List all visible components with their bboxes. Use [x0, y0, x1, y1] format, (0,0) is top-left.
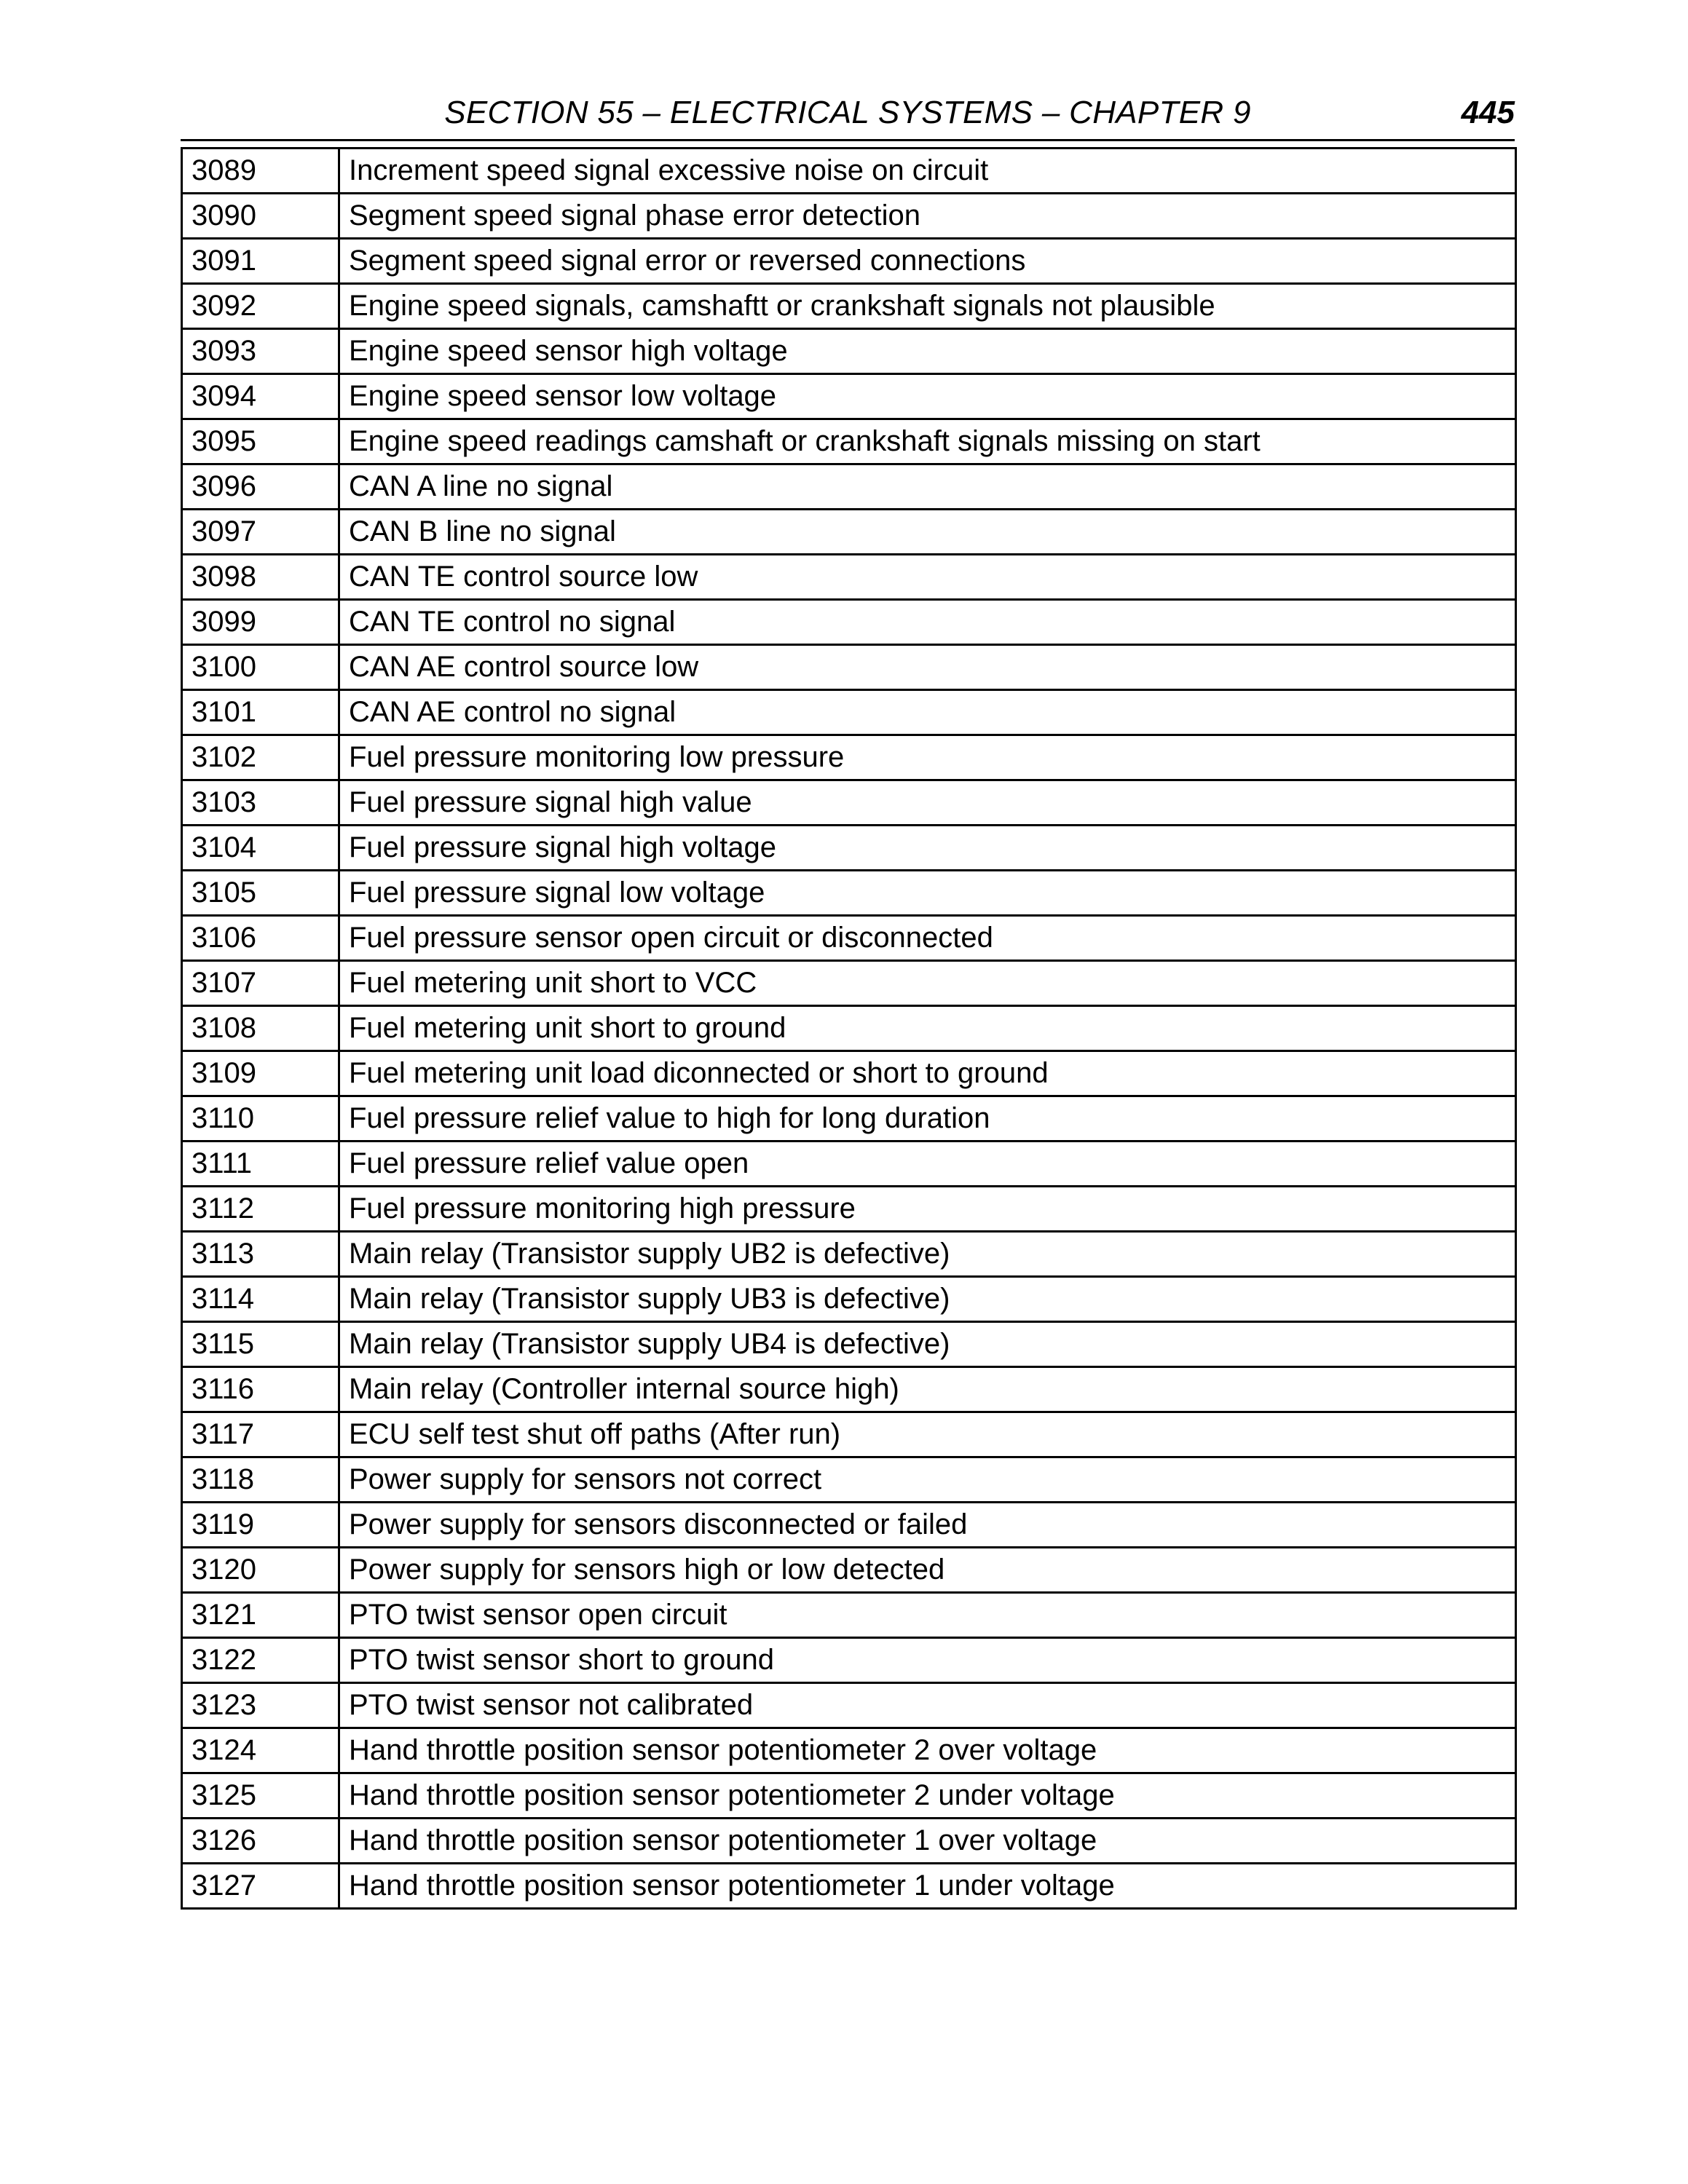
error-description-cell: PTO twist sensor not calibrated: [339, 1683, 1516, 1728]
table-row: [182, 1773, 1516, 1819]
error-description-cell: Hand throttle position sensor potentiometer 1 over voltage: [339, 1819, 1516, 1864]
error-description-cell: CAN TE control source low: [339, 555, 1516, 600]
error-code-cell: 3110: [182, 1096, 339, 1142]
error-code-cell: 3098: [182, 555, 339, 600]
error-code-cell: 3115: [182, 1322, 339, 1367]
table-row: [182, 1367, 1516, 1412]
table-row: [182, 1548, 1516, 1593]
error-code-cell: 3105: [182, 871, 339, 916]
error-description-cell: Fuel pressure relief value to high for long duration: [339, 1096, 1516, 1142]
error-code-cell: 3107: [182, 961, 339, 1006]
error-code-cell: 3126: [182, 1819, 339, 1864]
table-row: [182, 194, 1516, 239]
table-row: [182, 1232, 1516, 1277]
error-description-cell: Hand throttle position sensor potentiometer 2 under voltage: [339, 1773, 1516, 1819]
table-row: [182, 780, 1516, 826]
table-row: [182, 419, 1516, 464]
table-row: [182, 1142, 1516, 1187]
table-row: [182, 1277, 1516, 1322]
table-row: [182, 374, 1516, 419]
error-code-cell: 3094: [182, 374, 339, 419]
error-code-cell: 3108: [182, 1006, 339, 1051]
error-description-cell: Segment speed signal phase error detection: [339, 194, 1516, 239]
table-row: [182, 464, 1516, 510]
error-code-table-body: [182, 149, 1516, 1909]
error-code-cell: 3124: [182, 1728, 339, 1773]
table-row: [182, 826, 1516, 871]
table-row: [182, 1864, 1516, 1909]
error-code-cell: 3116: [182, 1367, 339, 1412]
error-description-cell: Hand throttle position sensor potentiometer 1 under voltage: [339, 1864, 1516, 1909]
error-description-cell: Fuel pressure monitoring high pressure: [339, 1187, 1516, 1232]
error-code-cell: 3125: [182, 1773, 339, 1819]
error-description-cell: Power supply for sensors not correct: [339, 1457, 1516, 1503]
table-row: [182, 1006, 1516, 1051]
error-code-cell: 3095: [182, 419, 339, 464]
error-description-cell: Hand throttle position sensor potentiometer 2 over voltage: [339, 1728, 1516, 1773]
error-code-cell: 3099: [182, 600, 339, 645]
error-code-cell: 3091: [182, 239, 339, 284]
error-code-cell: 3102: [182, 735, 339, 780]
error-code-cell: 3118: [182, 1457, 339, 1503]
table-row: [182, 1412, 1516, 1457]
table-row: [182, 1819, 1516, 1864]
table-row: [182, 510, 1516, 555]
error-description-cell: Main relay (Transistor supply UB2 is defective): [339, 1232, 1516, 1277]
table-row: [182, 555, 1516, 600]
error-code-cell: 3090: [182, 194, 339, 239]
error-code-cell: 3120: [182, 1548, 339, 1593]
table-row: [182, 1683, 1516, 1728]
error-description-cell: Fuel metering unit short to ground: [339, 1006, 1516, 1051]
error-code-cell: 3127: [182, 1864, 339, 1909]
error-description-cell: Power supply for sensors disconnected or failed: [339, 1503, 1516, 1548]
error-code-cell: 3123: [182, 1683, 339, 1728]
table-row: [182, 1187, 1516, 1232]
error-description-cell: CAN A line no signal: [339, 464, 1516, 510]
error-description-cell: ECU self test shut off paths (After run): [339, 1412, 1516, 1457]
table-row: [182, 600, 1516, 645]
error-code-cell: 3103: [182, 780, 339, 826]
table-row: [182, 961, 1516, 1006]
error-code-cell: 3097: [182, 510, 339, 555]
error-description-cell: Engine speed sensor high voltage: [339, 329, 1516, 374]
error-description-cell: Main relay (Transistor supply UB3 is defective): [339, 1277, 1516, 1322]
error-code-cell: 3122: [182, 1638, 339, 1683]
table-row: [182, 1051, 1516, 1096]
error-description-cell: CAN TE control no signal: [339, 600, 1516, 645]
error-description-cell: Power supply for sensors high or low detected: [339, 1548, 1516, 1593]
table-row: [182, 645, 1516, 690]
section-title: SECTION 55 – ELECTRICAL SYSTEMS – CHAPTER 9: [444, 95, 1251, 130]
error-code-cell: 3093: [182, 329, 339, 374]
table-row: [182, 1096, 1516, 1142]
error-description-cell: Increment speed signal excessive noise on circuit: [339, 149, 1516, 194]
error-description-cell: CAN AE control no signal: [339, 690, 1516, 735]
table-row: [182, 329, 1516, 374]
error-code-cell: 3111: [182, 1142, 339, 1187]
error-code-cell: 3121: [182, 1593, 339, 1638]
error-code-cell: 3092: [182, 284, 339, 329]
error-description-cell: Main relay (Controller internal source high): [339, 1367, 1516, 1412]
error-code-cell: 3114: [182, 1277, 339, 1322]
error-code-cell: 3106: [182, 916, 339, 961]
error-code-cell: 3113: [182, 1232, 339, 1277]
table-row: [182, 871, 1516, 916]
page-header: [181, 86, 1515, 141]
table-row: [182, 1503, 1516, 1548]
error-description-cell: Fuel metering unit short to VCC: [339, 961, 1516, 1006]
error-code-cell: 3119: [182, 1503, 339, 1548]
error-code-cell: 3112: [182, 1187, 339, 1232]
page-number: 445: [1461, 95, 1515, 130]
error-code-cell: 3096: [182, 464, 339, 510]
table-row: [182, 690, 1516, 735]
table-row: [182, 735, 1516, 780]
error-code-cell: 3100: [182, 645, 339, 690]
table-row: [182, 1457, 1516, 1503]
error-description-cell: Fuel pressure monitoring low pressure: [339, 735, 1516, 780]
error-description-cell: Segment speed signal error or reversed connections: [339, 239, 1516, 284]
error-description-cell: Fuel pressure signal low voltage: [339, 871, 1516, 916]
error-description-cell: Fuel pressure signal high value: [339, 780, 1516, 826]
error-code-cell: 3101: [182, 690, 339, 735]
table-row: [182, 916, 1516, 961]
error-description-cell: Fuel metering unit load diconnected or short to ground: [339, 1051, 1516, 1096]
table-row: [182, 284, 1516, 329]
table-row: [182, 1593, 1516, 1638]
error-code-cell: 3089: [182, 149, 339, 194]
table-row: [182, 1322, 1516, 1367]
error-description-cell: Engine speed signals, camshaftt or crankshaft signals not plausible: [339, 284, 1516, 329]
error-description-cell: Fuel pressure relief value open: [339, 1142, 1516, 1187]
error-code-cell: 3117: [182, 1412, 339, 1457]
error-description-cell: PTO twist sensor open circuit: [339, 1593, 1516, 1638]
error-description-cell: Fuel pressure sensor open circuit or disconnected: [339, 916, 1516, 961]
error-code-cell: 3104: [182, 826, 339, 871]
error-description-cell: Main relay (Transistor supply UB4 is defective): [339, 1322, 1516, 1367]
error-description-cell: Fuel pressure signal high voltage: [339, 826, 1516, 871]
error-description-cell: CAN B line no signal: [339, 510, 1516, 555]
error-code-table: [181, 147, 1517, 1910]
table-row: [182, 1638, 1516, 1683]
error-description-cell: Engine speed sensor low voltage: [339, 374, 1516, 419]
error-description-cell: PTO twist sensor short to ground: [339, 1638, 1516, 1683]
error-code-cell: 3109: [182, 1051, 339, 1096]
error-description-cell: CAN AE control source low: [339, 645, 1516, 690]
error-description-cell: Engine speed readings camshaft or crankshaft signals missing on start: [339, 419, 1516, 464]
table-row: [182, 149, 1516, 194]
table-row: [182, 1728, 1516, 1773]
table-row: [182, 239, 1516, 284]
